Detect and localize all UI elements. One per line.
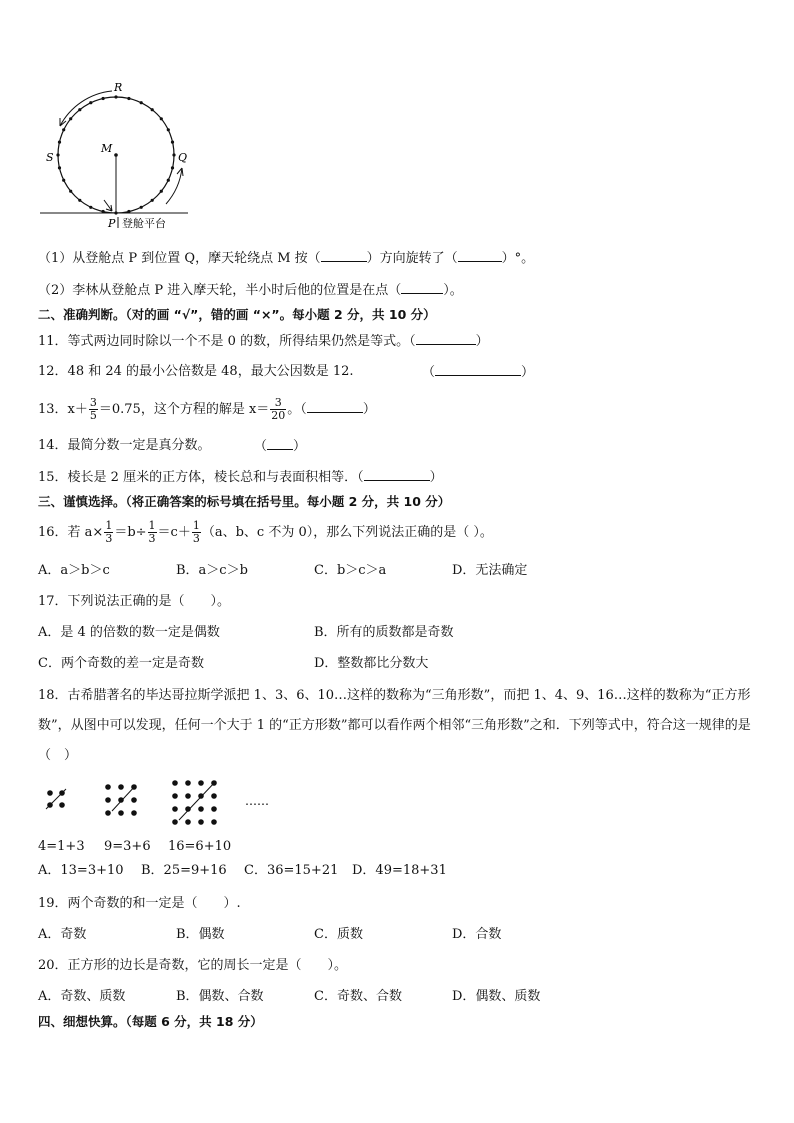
wheel-dot — [140, 101, 143, 104]
answer-blank[interactable] — [401, 281, 443, 294]
answer-blank[interactable] — [364, 468, 430, 481]
label-r: R — [114, 81, 123, 94]
wheel-dot — [127, 97, 130, 100]
wheel-dot — [58, 141, 61, 144]
answer-blank[interactable] — [435, 363, 521, 376]
question-18: 18．古希腊著名的毕达哥拉斯学派把 1、3、6、10…这样的数称为“三角形数”，而把 1、4、9、16…这样的数称为“正方形数”，从图中可以发现，任何一个大于 1 的“正方形数”都可以看作两个相邻“三角形数”之和．下列等式中，符合这一规律的是（ ） — [38, 688, 751, 763]
q17-option-b[interactable]: B．所有的质数都是奇数 — [314, 625, 454, 640]
q18-option-c[interactable]: C．36=15+21 — [244, 863, 339, 878]
q19-option-c[interactable]: C．质数 — [314, 927, 363, 942]
wheel-dot — [167, 128, 170, 131]
wheel-dot — [62, 128, 65, 131]
wheel-dot — [56, 153, 59, 156]
dots-ellipsis: …… — [245, 794, 269, 808]
dots-16 — [172, 780, 217, 825]
dots-9 — [105, 784, 137, 816]
question-13: 13．x＋ $\frac{3}{5}$ ＝0.75，这个方程的解是 x＝ $\frac{3}{20}$ 。（ ） — [38, 396, 376, 422]
q16-option-a[interactable]: A．a＞b＞c — [38, 563, 110, 578]
platform-label: 登舱平台 — [122, 217, 166, 230]
wheel-dot — [89, 101, 92, 104]
q20-option-c[interactable]: C．奇数、合数 — [314, 989, 402, 1004]
ferris-wheel-figure — [30, 78, 210, 238]
q19-option-d[interactable]: D．合数 — [452, 927, 502, 942]
q20-option-b[interactable]: B．偶数、合数 — [176, 989, 264, 1004]
p-arrow — [104, 200, 112, 211]
wheel-dot — [89, 206, 92, 209]
section-3-heading: 三、谨慎选择。（将正确答案的标号填在括号里。每小题 2 分，共 10 分） — [38, 494, 451, 509]
caption-4: 4=1+3 — [38, 839, 85, 854]
section-2-heading: 二、准确判断。（对的画 “√”，错的画 “×”。每小题 2 分，共 10 分） — [38, 307, 436, 322]
answer-blank[interactable] — [458, 249, 502, 262]
label-m: M — [101, 142, 113, 155]
wheel-dot — [172, 153, 175, 156]
label-s: S — [46, 151, 54, 164]
wheel-dot — [78, 108, 81, 111]
wheel-dot — [151, 108, 154, 111]
q16-option-c[interactable]: C．b＞c＞a — [314, 563, 387, 578]
q18-option-a[interactable]: A．13=3+10 — [38, 863, 124, 878]
wheel-dot — [160, 117, 163, 120]
q16-option-b[interactable]: B．a＞c＞b — [176, 563, 248, 578]
answer-blank[interactable] — [267, 437, 293, 450]
wheel-dot — [171, 141, 174, 144]
left-arrow-head — [60, 118, 66, 126]
center-point — [114, 153, 118, 157]
answer-blank[interactable] — [321, 249, 367, 262]
q-part-1: （1）从登舱点 P 到位置 Q，摩天轮绕点 M 按（ ）方向旋转了（ ）°。 — [38, 251, 535, 266]
label-p: P — [108, 217, 116, 230]
question-12: 12．48 和 24 的最小公倍数是 48，最大公因数是 12. （ ） — [38, 364, 535, 380]
answer-blank[interactable] — [416, 332, 476, 345]
caption-9: 9=3+6 — [104, 839, 151, 854]
fraction: $\frac{3}{5}$ — [89, 396, 97, 422]
wheel-dot — [58, 166, 61, 169]
q17-option-c[interactable]: C．两个奇数的差一定是奇数 — [38, 656, 204, 671]
wheel-dot — [62, 179, 65, 182]
wheel-dot — [151, 199, 154, 202]
wheel-dot — [78, 199, 81, 202]
fraction: $\frac{1}{3}$ — [148, 519, 156, 545]
dots-4 — [46, 789, 66, 809]
wheel-dot — [171, 166, 174, 169]
q20-option-d[interactable]: D．偶数、质数 — [452, 989, 541, 1004]
wheel-dot — [160, 190, 163, 193]
wheel-dot — [114, 95, 117, 98]
question-11: 11．等式两边同时除以一个不是 0 的数，所得结果仍然是等式。（ ） — [38, 334, 489, 349]
question-16: 16．若 a× $\frac{1}{3}$ ＝b÷ $\frac{1}{3}$ ＝c＋ $\frac{1}{3}$ （a、b、c 不为 0），那么下列说法正确的是（ ）。 — [38, 519, 493, 545]
question-14: 14．最简分数一定是真分数。 （ ） — [38, 438, 307, 454]
wheel-dot — [140, 206, 143, 209]
right-arrow-arc — [166, 168, 182, 204]
question-20: 20．正方形的边长是奇数，它的周长一定是（ ）。 — [38, 958, 348, 973]
q18-option-b[interactable]: B．25=9+16 — [141, 863, 227, 878]
q20-option-a[interactable]: A．奇数、质数 — [38, 989, 126, 1004]
q-part-2: （2）李林从登舱点 P 进入摩天轮，半小时后他的位置是在点（ ）。 — [38, 283, 463, 298]
question-15: 15．棱长是 2 厘米的正方体，棱长总和与表面积相等．（ ） — [38, 470, 443, 485]
question-17: 17．下列说法正确的是（ ）。 — [38, 594, 231, 609]
right-arrow-head — [177, 168, 183, 176]
q18-option-d[interactable]: D．49=18+31 — [352, 863, 447, 878]
q19-option-b[interactable]: B．偶数 — [176, 927, 225, 942]
question-19: 19．两个奇数的和一定是（ ）. — [38, 896, 241, 911]
wheel-dot — [69, 190, 72, 193]
wheel-dot — [102, 97, 105, 100]
left-arrow-arc — [60, 91, 112, 126]
q17-option-d[interactable]: D．整数都比分数大 — [314, 656, 429, 671]
fraction: $\frac{1}{3}$ — [105, 519, 113, 545]
q17-option-a[interactable]: A．是 4 的倍数的数一定是偶数 — [38, 625, 220, 640]
label-q: Q — [178, 151, 188, 164]
square-number-dots — [38, 775, 298, 830]
wheel-dot — [167, 179, 170, 182]
fraction: $\frac{3}{20}$ — [271, 396, 286, 422]
section-4-heading: 四、细想快算。（每题 6 分，共 18 分） — [38, 1014, 263, 1029]
q16-option-d[interactable]: D．无法确定 — [452, 563, 528, 578]
caption-16: 16=6+10 — [168, 839, 232, 854]
wheel-dot — [69, 117, 72, 120]
q19-option-a[interactable]: A．奇数 — [38, 927, 87, 942]
answer-blank[interactable] — [307, 400, 363, 413]
fraction: $\frac{1}{3}$ — [192, 519, 200, 545]
